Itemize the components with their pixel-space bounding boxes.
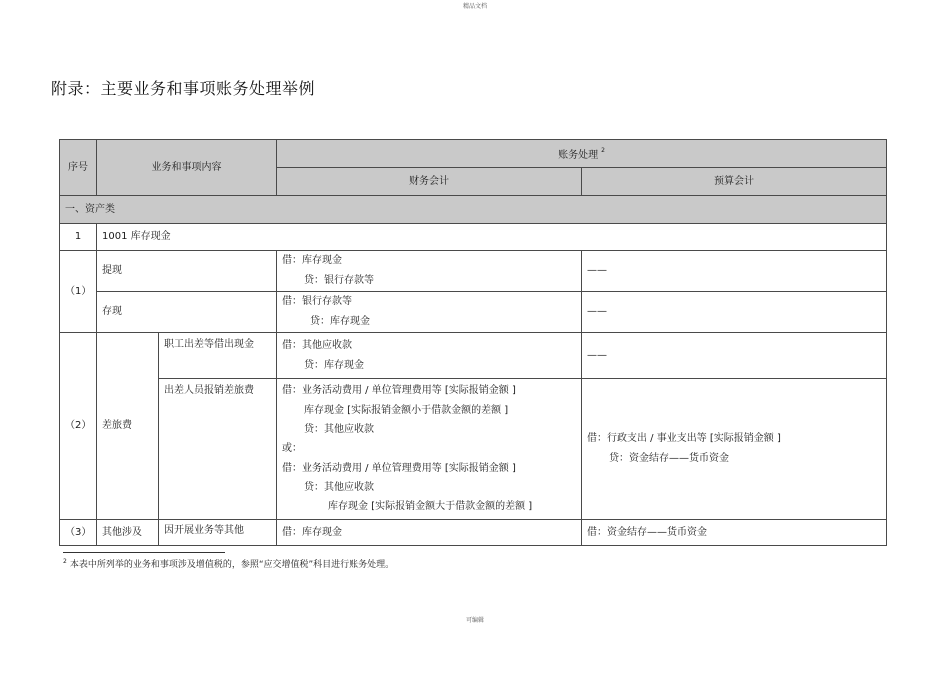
entry-line: 借：行政支出 / 事业支出等 [实际报销金额 ] bbox=[587, 433, 781, 444]
header-content: 业务和事项内容 bbox=[97, 140, 277, 196]
footnote bbox=[63, 557, 394, 570]
entry-line: 贷：库存现金 bbox=[304, 359, 364, 371]
budget-entry: —— bbox=[582, 333, 887, 379]
footnote-ref: 2 bbox=[601, 147, 605, 154]
footnote-mark: 2 bbox=[63, 558, 67, 565]
page-title: 附录：主要业务和事项账务处理举例 bbox=[51, 79, 316, 98]
row-item-label: 存现 bbox=[97, 292, 277, 333]
account-row bbox=[60, 224, 887, 251]
financial-entry bbox=[277, 292, 582, 333]
budget-entry bbox=[582, 379, 887, 520]
page-footer: 可编辑 bbox=[465, 617, 484, 624]
budget-entry: 借：资金结存——货币资金 bbox=[582, 520, 887, 546]
account-number: 1 bbox=[60, 224, 97, 251]
header-row-1 bbox=[60, 140, 887, 168]
financial-entry bbox=[277, 379, 582, 520]
header-treatment-label: 账务处理 bbox=[558, 150, 599, 161]
table-row bbox=[60, 333, 887, 379]
entry-line: 库存现金 [实际报销金额小于借款金额的差额 ] bbox=[304, 404, 509, 416]
header-financial: 财务会计 bbox=[277, 168, 582, 196]
entry-line: 贷：银行存款等 bbox=[304, 275, 374, 286]
table-row bbox=[60, 292, 887, 333]
table-row bbox=[60, 379, 887, 520]
row-item-label: 提现 bbox=[97, 251, 277, 292]
row-sub-label: 因开展业务等其他 bbox=[159, 520, 277, 546]
budget-entry: —— bbox=[582, 251, 887, 292]
entry-line: 借：其他应收款 bbox=[282, 339, 352, 351]
footnote-text: 本表中所列举的业务和事项涉及增值税的，参照“应交增值税”科目进行账务处理。 bbox=[69, 560, 395, 570]
entry-line: 或： bbox=[282, 443, 302, 455]
row-seq: （2） bbox=[60, 333, 97, 520]
entry-line: 借：业务活动费用 / 单位管理费用等 [实际报销金额 ] bbox=[282, 385, 516, 397]
row-seq: （3） bbox=[60, 520, 97, 546]
footnote-divider bbox=[63, 552, 225, 553]
entry-line: 借：库存现金 bbox=[282, 255, 342, 266]
row-item-label: 差旅费 bbox=[97, 333, 159, 520]
row-seq: （1） bbox=[60, 251, 97, 333]
entry-line: 贷：资金结存——货币资金 bbox=[609, 453, 729, 464]
table-row bbox=[60, 520, 887, 546]
financial-entry: 借：库存现金 bbox=[277, 520, 582, 546]
accounting-table bbox=[59, 139, 887, 546]
financial-entry bbox=[277, 251, 582, 292]
row-sub-label: 职工出差等借出现金 bbox=[159, 333, 277, 379]
row-item-label: 其他涉及 bbox=[97, 520, 159, 546]
account-label: 1001 库存现金 bbox=[97, 224, 887, 251]
page-header: 精品文档 bbox=[462, 3, 487, 10]
row-sub-label: 出差人员报销差旅费 bbox=[159, 379, 277, 520]
category-row bbox=[60, 196, 887, 224]
table-row bbox=[60, 251, 887, 292]
financial-entry bbox=[277, 333, 582, 379]
header-seq: 序号 bbox=[60, 140, 97, 196]
entry-line: 贷：其他应收款 bbox=[304, 424, 374, 436]
entry-line: 贷：其他应收款 bbox=[304, 481, 374, 493]
entry-line: 借：银行存款等 bbox=[282, 296, 352, 307]
header-treatment bbox=[277, 140, 887, 168]
budget-entry: —— bbox=[582, 292, 887, 333]
entry-line: 借：业务活动费用 / 单位管理费用等 [实际报销金额 ] bbox=[282, 462, 516, 474]
category-label: 一、资产类 bbox=[60, 196, 887, 224]
entry-line: 贷：库存现金 bbox=[310, 316, 370, 327]
header-budget: 预算会计 bbox=[582, 168, 887, 196]
entry-line: 库存现金 [实际报销金额大于借款金额的差额 ] bbox=[328, 501, 533, 513]
